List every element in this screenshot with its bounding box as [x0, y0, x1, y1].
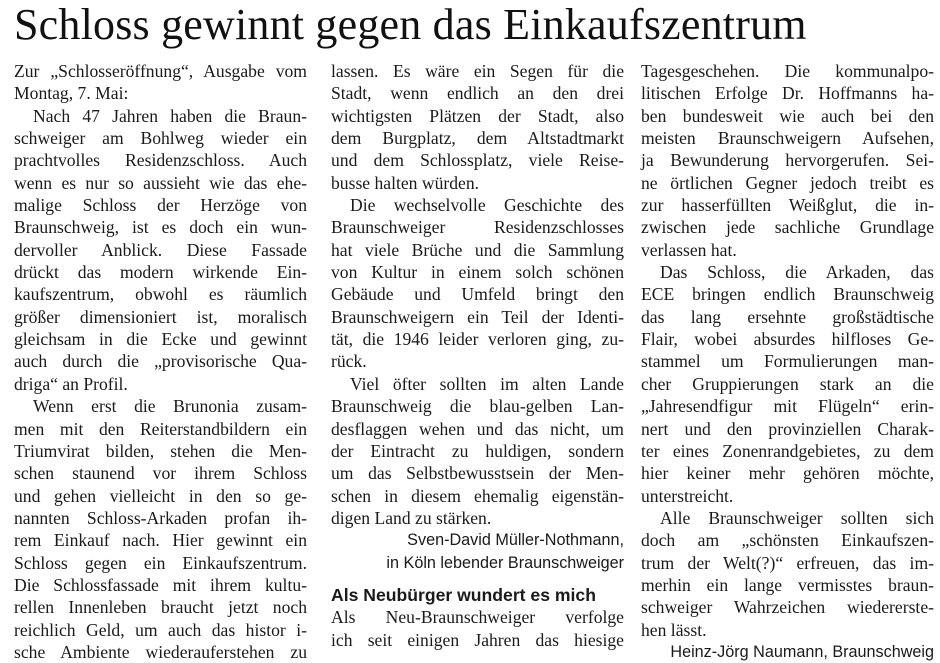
letter-line: Die wechselvolle Geschichte des — [350, 195, 624, 216]
letter-line: schweiger am Bohlweg wieder ein — [14, 128, 307, 149]
letter-line: merhin ein lange vermisstes braun- — [641, 574, 934, 595]
letter-line: Braunschweig, ist es doch ein wun- — [14, 217, 307, 238]
letter-title: Als Neubürger wundert es mich — [331, 584, 596, 605]
letter-line: Braunschweig die blau-gelben Lan- — [331, 396, 624, 417]
letter-line: auch durch die „provisorische Qua- — [14, 351, 307, 372]
letter-line: Viel öfter sollten im alten Lande — [350, 373, 624, 394]
letter-line: Nach 47 Jahren haben die Braun- — [33, 105, 307, 126]
letter-line: ter eines Zonenrandgebietes, zu dem — [641, 440, 934, 461]
letter-line: Gebäude und Umfeld bringt den — [331, 284, 624, 305]
letter-line: Montag, 7. Mai: — [14, 83, 129, 104]
letter-line: der Eintracht zu huldigen, sondern — [331, 440, 624, 461]
letter-line: Zur „Schlosseröffnung“, Ausgabe vom — [14, 61, 307, 81]
letter-line: malige Schloss der Herzöge von — [14, 195, 307, 216]
letter-line: schen in diesem ehemalig eigenstän- — [331, 485, 624, 506]
letter-line: Tagesgeschehen. Die kommunalpo- — [641, 61, 934, 81]
letter-signature-place: in Köln lebender Braunschweiger — [386, 553, 624, 572]
letter-line: hier keiner mehr gehören möchte, — [641, 463, 934, 484]
letter-line: sche Ambiente wiederauferstehen zu — [14, 641, 307, 662]
letter-line: drückt das modern wirkende Ein- — [14, 262, 307, 283]
letter-line: men mit den Reiterstandbildern ein — [14, 418, 307, 439]
letter-line: busse halten würden. — [331, 172, 480, 193]
letter-line: prachtvolles Residenzschloss. Auch — [14, 150, 307, 171]
letter-line: lassen. Es wäre ein Segen für die — [331, 61, 624, 81]
column-1 — [14, 60, 307, 663]
letter-line: rück. — [331, 351, 367, 372]
letter-line: driga“ an Profil. — [14, 373, 128, 394]
letter-line: Braunschweiger Residenzschlosses — [331, 217, 624, 238]
letter-line: meisten Braunschweigern Aufsehen, — [641, 128, 934, 149]
letter-line: desflaggen wehen und das nicht, um — [331, 418, 624, 439]
letter-line: schen staunend vor ihrem Schloss — [14, 463, 307, 484]
letter-line: litischen Erfolge Dr. Hoffmanns ha- — [641, 83, 934, 104]
letter-line: ja Bewunderung hervorgerufen. Sei- — [641, 150, 934, 171]
letter-line: cher Gruppierungen stark an die — [641, 373, 934, 394]
letter-line: nert und den provinziellen Charak- — [641, 418, 934, 439]
letter-line: doch am „schönsten Einkaufszen- — [641, 530, 934, 551]
letter-line: trum der Welt(?)“ erfreuen, das im- — [641, 552, 934, 573]
column-3 — [641, 60, 934, 663]
letter-line: Die Schlossfassade mit ihrem kultu- — [14, 574, 307, 595]
letter-line: Das Schloss, die Arkaden, das — [660, 262, 934, 283]
letter-line: Stadt, wenn endlich an den drei — [331, 83, 624, 104]
letter-line: hen lässt. — [641, 619, 707, 640]
letter-line: dem Burgplatz, dem Altstadtmarkt — [331, 128, 624, 149]
letter-line: dervoller Anblick. Diese Fassade — [14, 239, 307, 260]
letter-line: Wenn erst die Brunonia zusam- — [33, 396, 307, 417]
letter-line: stammel um Formulierungen man- — [641, 351, 934, 372]
letter-line: digen Land zu stärken. — [331, 507, 492, 528]
letter-line: das lang ersehnte großstädtische — [641, 306, 934, 327]
letter-line: nannten Schloss-Arkaden profan ih- — [14, 507, 307, 528]
letter-line: größer dimensioniert ist, moralisch — [14, 306, 307, 327]
letter-line: und gehen vielleicht in den so ge- — [14, 485, 307, 506]
letter-line: zwischen jede sachliche Grundlage — [641, 217, 934, 238]
letter-line: gleichsam in die Ecke und gewinnt — [14, 329, 307, 350]
letter-line: reichlich Geld, um auch das histor i- — [14, 619, 307, 640]
letter-line: um das Selbstbewusstsein der Men- — [331, 463, 624, 484]
letter-line: ben bundesweit wie auch bei den — [641, 105, 934, 126]
letter-line: von Kultur in einem solch schönen — [331, 262, 624, 283]
letter-line: ne örtlichen Gegner jedoch treibt es — [641, 172, 934, 193]
letter-line: Alle Braunschweiger sollten sich — [660, 507, 934, 528]
letter-line: unterstreicht. — [641, 485, 734, 506]
letter-line: und dem Schlossplatz, viele Reise- — [331, 150, 624, 171]
letter-line: ich seit einigen Jahren das hiesige — [331, 629, 624, 650]
letter-line: zur hasserfüllten Weißglut, die in- — [641, 195, 934, 216]
letter-line: rellen Innenleben braucht jetzt noch — [14, 597, 307, 618]
headline: Schloss gewinnt gegen das Einkaufszentrum — [14, 0, 807, 49]
letter-line: Schloss gegen ein Einkaufszentrum. — [14, 552, 307, 573]
letter-line: wenn es nur so aussieht wie das ehe- — [14, 172, 307, 193]
letter-line: ECE bringen endlich Braunschweig — [641, 284, 934, 305]
letter-line: Braunschweigern ein Teil der Identi- — [331, 306, 624, 327]
letter-line: hat viele Brüche und die Sammlung — [331, 239, 624, 260]
column-2 — [331, 60, 624, 651]
letter-line: rem Einkauf nach. Hier gewinnt ein — [14, 530, 307, 551]
letter-line: verlassen hat. — [641, 239, 737, 260]
letter-line: Flair, wobei absurdes hilfloses Ge- — [641, 329, 934, 350]
letter-line: tät, die 1946 leider verloren ging, zu- — [331, 329, 624, 350]
letter-line: „Jahresendfigur mit Flügeln“ erin- — [641, 396, 934, 417]
letter-signature: Heinz-Jörg Naumann, Braunschweig — [670, 642, 934, 661]
letter-line: Als Neu-Braunschweiger verfolge — [331, 607, 624, 628]
letter-line: wichtigsten Plätzen der Stadt, also — [331, 105, 624, 126]
letter-line: Triumvirat bilden, stehen die Men- — [14, 440, 307, 461]
letter-line: kaufszentrum, obwohl es räumlich — [14, 284, 307, 305]
letter-line: schweiger Wahrzeichen wiedererste- — [641, 597, 934, 618]
letter-signature: Sven-David Müller-Nothmann, — [407, 531, 624, 550]
